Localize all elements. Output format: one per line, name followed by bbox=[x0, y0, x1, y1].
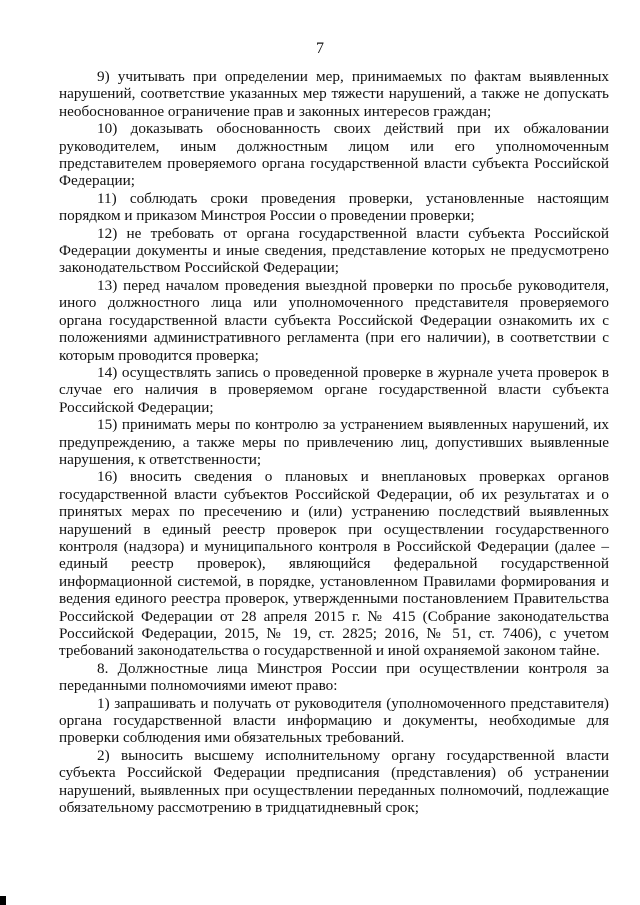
document-body bbox=[59, 68, 609, 816]
paragraph-item-16: 16) вносить сведения о плановых и внеплановых проверках органов государственной власти субъектов Российской Федерации, об их результатах и о принятых мерах по пресечению и (или) устранению последствий выявленных нарушений в единый реестр проверок при осуществлении государственного контроля (надзора) и муниципального контроля в Российской Федерации (далее – единый реестр проверок), являющийся федеральной государственной информационной системой, в порядке, установленном Правилами формирования и ведения единого реестра проверок, утвержденными постановлением Правительства Российской Федерации от 28 апреля 2015 г. № 415 (Собрание законодательства Российской Федерации, 2015, № 19, ст. 2825; 2016, № 51, ст. 7406), с учетом требований законодательства о государственной и иной охраняемой законом тайне. bbox=[59, 468, 609, 660]
paragraph-item-10: 10) доказывать обоснованность своих действий при их обжаловании руководителем, иным должностным лицом или его уполномоченным представителем проверяемого органа государственной власти субъекта Российской Федерации; bbox=[59, 120, 609, 190]
paragraph-item-11: 11) соблюдать сроки проведения проверки, установленные настоящим порядком и приказом Минстроя России о проведении проверки; bbox=[59, 189, 609, 225]
paragraph-item-9: 9) учитывать при определении мер, принимаемых по фактам выявленных нарушений, соответствие указанных мер тяжести нарушений, а также не допускать необоснованное ограничение прав и законных интересов граждан; bbox=[59, 68, 609, 120]
scan-edge-mark bbox=[0, 896, 6, 905]
paragraph-right-2: 2) выносить высшему исполнительному органу государственной власти субъекта Российской Федерации предписания (представления) об устранении нарушений, выявленных при осуществлении переданных полномочий, подлежащие обязательному рассмотрению в тридцатидневный срок; bbox=[59, 746, 609, 817]
paragraph-section-8: 8. Должностные лица Минстроя России при осуществлении контроля за переданными полномочиями имеют право: bbox=[59, 659, 609, 695]
paragraph-item-15: 15) принимать меры по контролю за устранением выявленных нарушений, их предупреждению, а также меры по привлечению лиц, допустивших выявленные нарушения, к ответственности; bbox=[59, 416, 609, 468]
page-number: 7 bbox=[316, 40, 324, 57]
paragraph-item-14: 14) осуществлять запись о проведенной проверке в журнале учета проверок в случае его наличия в проверяемом органе государственной власти субъекта Российской Федерации; bbox=[59, 363, 609, 416]
paragraph-right-1: 1) запрашивать и получать от руководителя (уполномоченного представителя) органа государственной власти информацию и документы, необходимые для проверки соблюдения ими обязательных требований. bbox=[59, 694, 609, 747]
paragraph-item-12: 12) не требовать от органа государственной власти субъекта Российской Федерации документы и иные сведения, представление которых не предусмотрено законодательством Российской Федерации; bbox=[59, 224, 609, 277]
paragraph-item-13: 13) перед началом проведения выездной проверки по просьбе руководителя, иного должностного лица или уполномоченного представителя проверяемого органа государственной власти субъекта Российской Федерации ознакомить их с положениями административного регламента (при его наличии), в соответствии с которым проводится проверка; bbox=[59, 276, 609, 364]
